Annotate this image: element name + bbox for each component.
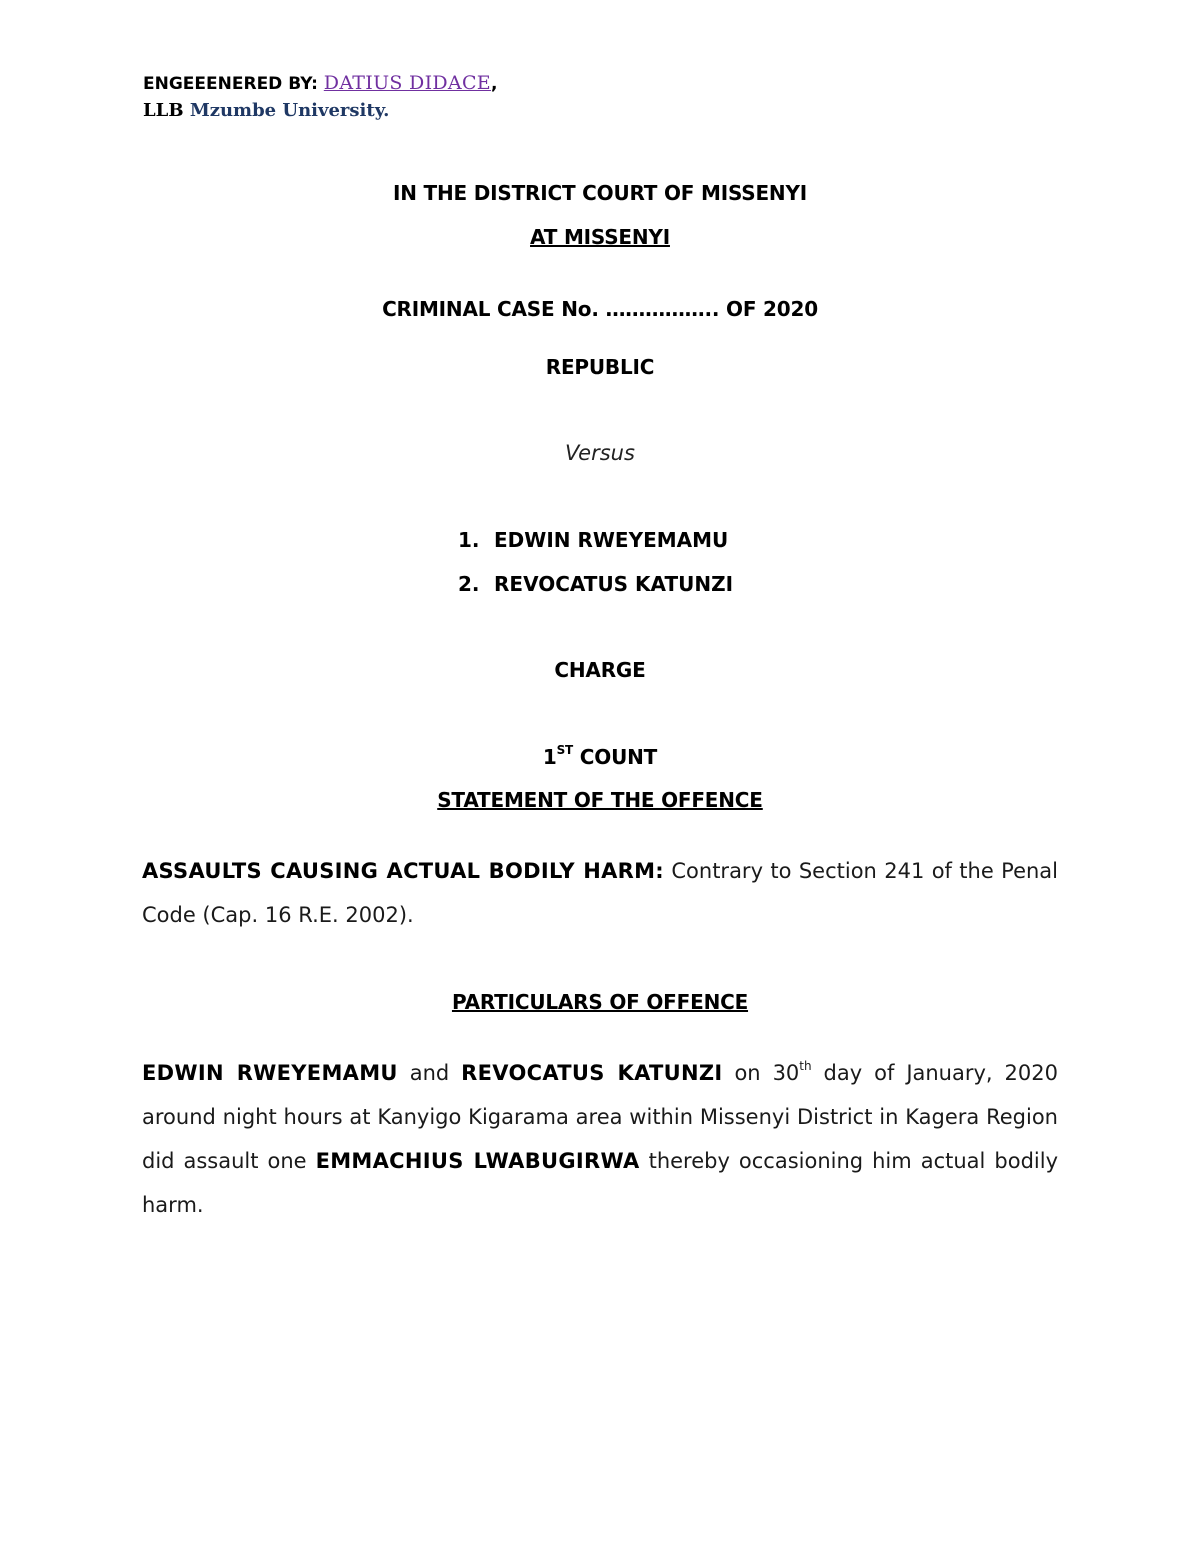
court-location [0, 225, 1200, 249]
court-location-text: AT MISSENYI [530, 225, 670, 249]
date-ordinal: th [799, 1059, 812, 1073]
count-heading [0, 745, 1200, 769]
list-number: 1. [458, 528, 480, 552]
particulars-heading [0, 990, 1200, 1014]
statement-heading [0, 788, 1200, 812]
count-number: 1 [542, 745, 557, 769]
accused-list-item [458, 572, 733, 596]
count-ordinal: ST [556, 743, 574, 758]
offence-name: ASSAULTS CAUSING ACTUAL BODILY HARM: [142, 859, 664, 883]
accused-list-item [458, 528, 728, 552]
statement-heading-text: STATEMENT OF THE OFFENCE [437, 788, 763, 812]
accused-name: EDWIN RWEYEMAMU [494, 528, 729, 552]
author-affiliation [143, 100, 389, 121]
accused-2-name: REVOCATUS KATUNZI [461, 1061, 723, 1085]
court-name: IN THE DISTRICT COURT OF MISSENYI [393, 181, 807, 205]
charge-title: CHARGE [554, 658, 646, 682]
list-number: 2. [458, 572, 480, 596]
affiliation-degree: LLB [143, 100, 184, 121]
case-number: CRIMINAL CASE No. …………….. OF 2020 [382, 297, 818, 321]
engineered-by-label: ENGEEENERED BY: [143, 74, 318, 94]
author-suffix: , [490, 74, 498, 94]
victim-name: EMMACHIUS LWABUGIRWA [315, 1149, 640, 1173]
offence-statute: Contrary to Section 241 of the Penal Code (Cap. 16 R.E. 2002). [142, 859, 1058, 927]
versus-label: Versus [565, 441, 635, 465]
conjunction: and [397, 1061, 462, 1085]
accused-1-name: EDWIN RWEYEMAMU [142, 1061, 398, 1085]
author-name-link[interactable]: DATIUS DIDACE [323, 72, 491, 94]
count-word: COUNT [573, 745, 658, 769]
particulars-paragraph [142, 1051, 1058, 1227]
particulars-heading-text: PARTICULARS OF OFFENCE [451, 990, 749, 1014]
statement-paragraph [142, 849, 1058, 937]
accused-name: REVOCATUS KATUNZI [494, 572, 734, 596]
particulars-body: day of January, 2020 around night hours at Kanyigo Kigarama area within Missenyi District in Kagera Region did assault one [142, 1061, 1058, 1173]
author-line [143, 72, 497, 94]
plaintiff: REPUBLIC [545, 355, 655, 379]
particulars-ending: thereby occasioning him actual bodily harm. [142, 1149, 1058, 1217]
affiliation-university: Mzumbe University. [189, 100, 390, 121]
date-text: on 30 [722, 1061, 800, 1085]
